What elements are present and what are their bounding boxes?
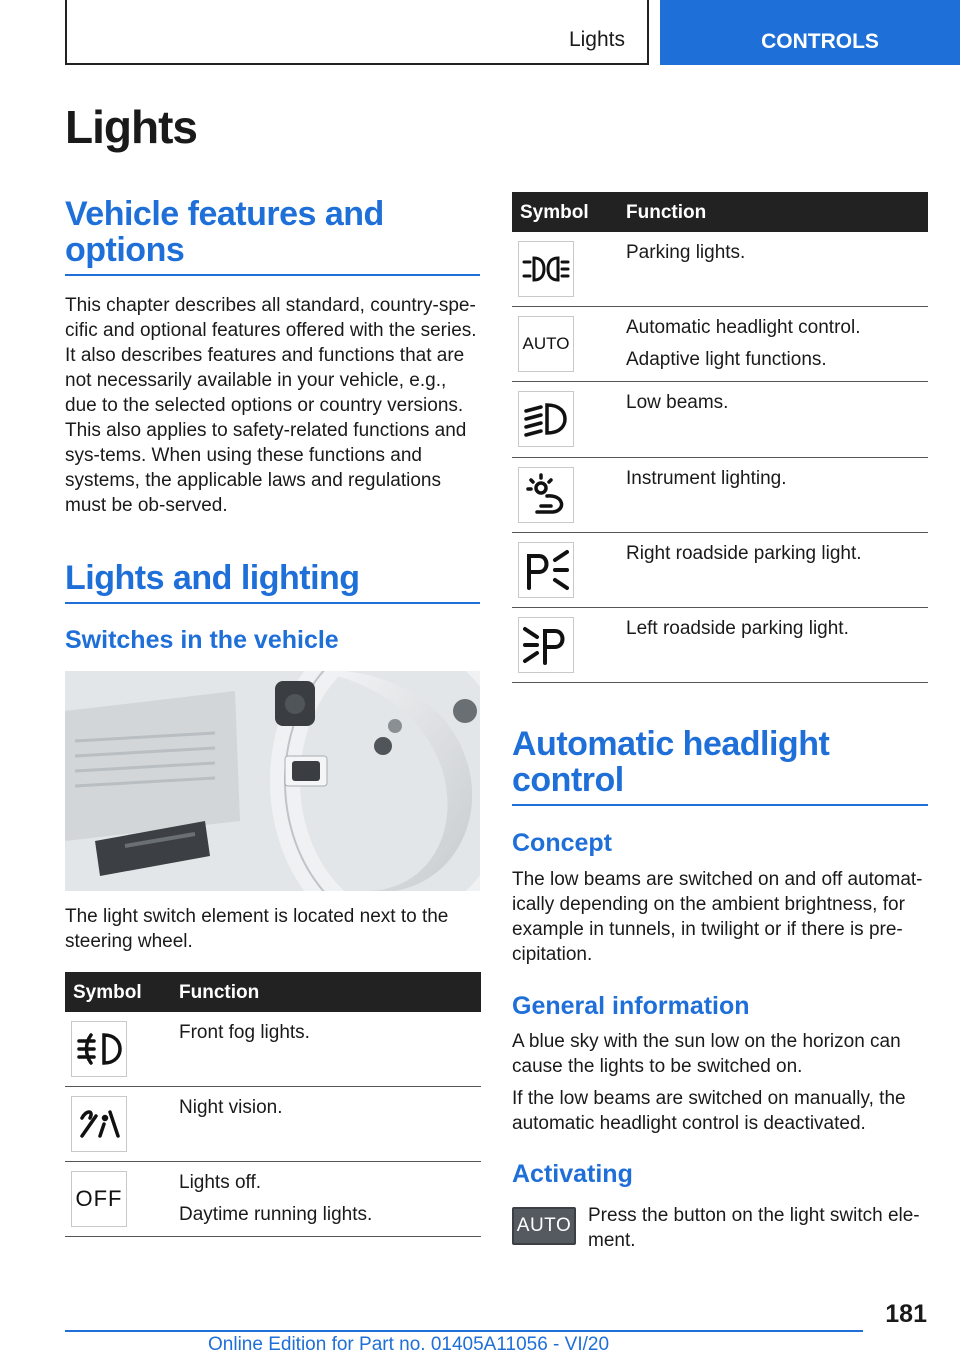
column-symbol: Symbol [73, 982, 142, 1003]
instrument-lighting-icon [518, 467, 574, 523]
table-row [512, 533, 928, 608]
table-row [512, 307, 928, 382]
header-chapter-tab[interactable] [660, 0, 960, 65]
function-text: Left roadside parking light. [626, 618, 849, 639]
function-text: Front fog lights. [179, 1022, 310, 1043]
left-parking-light-icon [518, 617, 574, 673]
auto-button-icon: AUTO [512, 1207, 576, 1245]
light-switch-photo [65, 671, 480, 891]
function-text: Parking lights. [626, 242, 746, 263]
table-row [65, 1012, 481, 1087]
footer-divider [65, 1330, 863, 1332]
function-text: Right roadside parking light. [626, 543, 862, 564]
function-text: Low beams. [626, 392, 729, 413]
vehicle-features-heading: Vehicle features and options [65, 196, 480, 276]
table-row [512, 382, 928, 458]
dashboard-illustration [65, 671, 480, 891]
concept-heading: Concept [512, 829, 612, 857]
auto-icon: AUTO [518, 316, 574, 372]
header-section-title: Lights [568, 28, 625, 51]
column-function: Function [179, 982, 260, 1003]
table-row [512, 232, 928, 307]
column-symbol: Symbol [520, 202, 589, 223]
activating-heading: Activating [512, 1160, 633, 1188]
footer-edition: Online Edition for Part no. 01405A11056 - VI/20 [208, 1334, 610, 1355]
symbol-table-left [65, 972, 481, 1237]
vehicle-features-body: This chapter describes all standard, country-spe-cific and optional features offered with the series. It also describes features and functions that are not necessarily available in your vehicle, e.g., due to the selected options or country versions. This also applies to safety-related functions and sys-tems. When using these functions and systems, the applicable laws and regulations must be ob-served. [65, 295, 477, 516]
table-header [65, 972, 481, 1012]
symbol-table-right [512, 192, 928, 683]
general-information-heading: General information [512, 992, 750, 1020]
activating-body: Press the button on the light switch ele-ment. [588, 1205, 920, 1251]
page-number: 181 [885, 1300, 927, 1328]
function-text: Lights off. Daytime running lights. [179, 1172, 373, 1225]
auto-headlight-heading: Automatic headlight control [512, 726, 928, 806]
night-vision-icon [71, 1096, 127, 1152]
header-section-box [65, 0, 649, 65]
table-row [512, 608, 928, 683]
table-row [65, 1162, 481, 1237]
off-icon: OFF [71, 1171, 127, 1227]
concept-body: The low beams are switched on and off automat-ically depending on the ambient brightness, for example in tunnels, in twilight or if there is pre-cipitation. [512, 869, 923, 965]
low-beams-icon [518, 391, 574, 447]
page-title: Lights [65, 101, 197, 153]
function-text: Night vision. [179, 1097, 283, 1118]
table-header [512, 192, 928, 232]
function-text: Automatic headlight control. Adaptive light functions. [626, 317, 861, 370]
switches-subheading: Switches in the vehicle [65, 626, 339, 654]
table-row [65, 1087, 481, 1162]
front-fog-lights-icon [71, 1021, 127, 1077]
table-row [512, 458, 928, 533]
right-parking-light-icon [518, 542, 574, 598]
function-text: Instrument lighting. [626, 468, 787, 489]
header-chapter-label: CONTROLS [761, 30, 879, 53]
parking-lights-icon [518, 241, 574, 297]
switch-caption: The light switch element is located next to the steering wheel. [65, 906, 449, 952]
general-information-body-2: If the low beams are switched on manually, the automatic headlight control is deactivated. [512, 1088, 906, 1134]
lights-and-lighting-heading: Lights and lighting [65, 560, 480, 604]
column-function: Function [626, 202, 707, 223]
general-information-body-1: A blue sky with the sun low on the horizon can cause the lights to be switched on. [512, 1031, 901, 1077]
